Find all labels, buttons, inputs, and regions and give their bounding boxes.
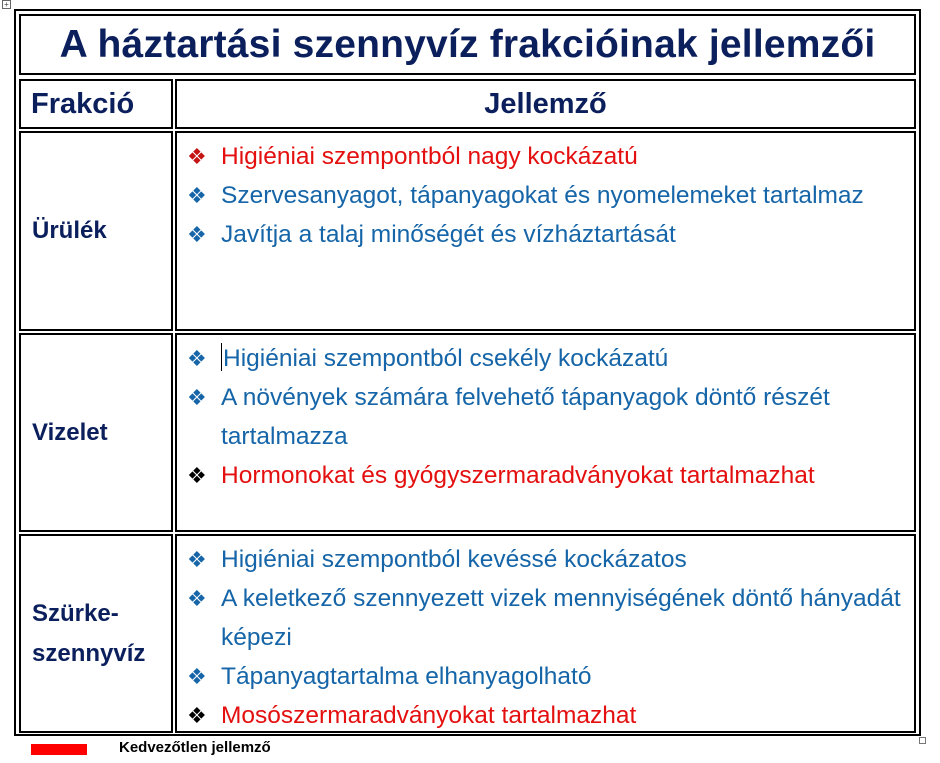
list-item bbox=[187, 215, 914, 254]
fractions-table bbox=[14, 9, 921, 736]
item-text: Higiéniai szempontból kevéssé kockázatos bbox=[221, 546, 687, 573]
diamond-bullet-icon: ❖ bbox=[187, 222, 207, 247]
fraction-label: Ürülék bbox=[32, 217, 107, 244]
item-text: Javítja a talaj minőségét és vízháztartását bbox=[221, 221, 676, 248]
item-text: Higiéniai szempontból nagy kockázatú bbox=[221, 143, 638, 170]
diamond-bullet-icon: ❖ bbox=[187, 346, 207, 371]
diamond-bullet-icon: ❖ bbox=[187, 144, 207, 169]
list-item bbox=[187, 657, 914, 696]
page-title: A háztartási szennyvíz frakcióinak jellemzői bbox=[59, 22, 876, 66]
fraction-cell-vizelet[interactable] bbox=[19, 333, 173, 532]
header-frakcio: Frakció bbox=[31, 87, 135, 120]
fraction-label-line2: szennyvíz bbox=[32, 639, 146, 667]
description-cell-szurkeszennyviz[interactable] bbox=[175, 534, 916, 733]
diamond-bullet-icon: ❖ bbox=[187, 463, 207, 488]
diamond-bullet-icon: ❖ bbox=[187, 703, 207, 728]
header-cell-frakcio[interactable] bbox=[19, 79, 173, 129]
description-cell-vizelet[interactable] bbox=[175, 333, 916, 532]
item-text: A keletkező szennyezett vizek mennyiségének döntő hányadát képezi bbox=[221, 585, 901, 651]
diamond-bullet-icon: ❖ bbox=[187, 586, 207, 611]
table-resize-handle[interactable] bbox=[919, 737, 926, 744]
item-text: Szervesanyagot, tápanyagokat és nyomelemeket tartalmaz bbox=[221, 182, 864, 209]
item-text: Higiéniai szempontból csekély kockázatú bbox=[223, 345, 669, 372]
list-item bbox=[187, 378, 914, 456]
description-cell-urulek[interactable] bbox=[175, 131, 916, 331]
legend-swatch bbox=[31, 744, 87, 755]
header-cell-jellemzo[interactable] bbox=[175, 79, 916, 129]
title-cell[interactable] bbox=[19, 14, 916, 75]
item-text-with-cursor bbox=[221, 339, 914, 378]
list-item bbox=[187, 456, 914, 495]
header-jellemzo: Jellemző bbox=[484, 87, 607, 120]
list-item bbox=[187, 339, 914, 378]
list-item bbox=[187, 579, 914, 657]
fraction-label: Vizelet bbox=[32, 418, 108, 446]
item-text: Tápanyagtartalma elhanyagolható bbox=[221, 663, 592, 690]
item-text: Mosószermaradványokat tartalmazhat bbox=[221, 702, 637, 729]
diamond-bullet-icon: ❖ bbox=[187, 547, 207, 572]
fraction-label-line1: Szürke- bbox=[32, 599, 119, 627]
fraction-cell-urulek[interactable] bbox=[19, 131, 173, 331]
text-cursor bbox=[221, 343, 222, 371]
list-item bbox=[187, 540, 914, 579]
diamond-bullet-icon: ❖ bbox=[187, 183, 207, 208]
list-item bbox=[187, 137, 914, 176]
table-move-handle[interactable]: + bbox=[2, 0, 11, 9]
list-item bbox=[187, 176, 914, 215]
fraction-label bbox=[32, 594, 145, 674]
legend-label: Kedvezőtlen jellemző bbox=[119, 739, 271, 756]
diamond-bullet-icon: ❖ bbox=[187, 385, 207, 410]
fraction-cell-szurkeszennyviz[interactable] bbox=[19, 534, 173, 733]
item-text: Hormonokat és gyógyszermaradványokat tartalmazhat bbox=[221, 462, 815, 489]
diamond-bullet-icon: ❖ bbox=[187, 664, 207, 689]
list-item bbox=[187, 696, 914, 735]
item-text: A növények számára felvehető tápanyagok döntő részét tartalmazza bbox=[221, 384, 830, 450]
